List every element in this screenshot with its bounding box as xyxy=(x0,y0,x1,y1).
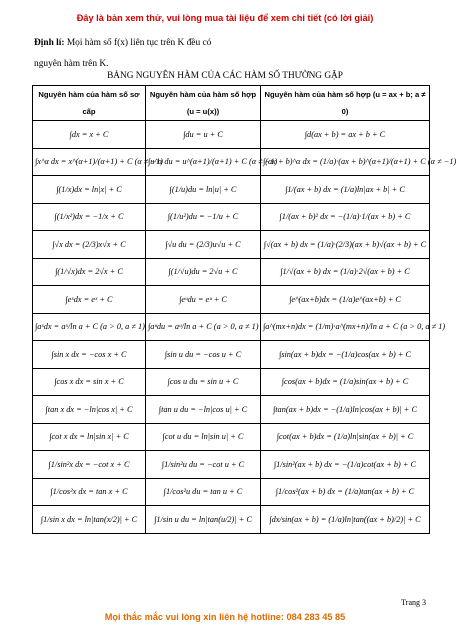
hotline-banner: Mọi thắc mắc vui lòng xin liên hệ hotline: 084 283 45 85 xyxy=(104,612,346,622)
formula-cell: ∫1/cos²x dx = tan x + C xyxy=(33,478,146,506)
formula-cell: ∫1/sin²u du = −cot u + C xyxy=(146,451,261,479)
formula-cell: ∫x^α dx = x^(α+1)/(α+1) + C (α ≠ −1) xyxy=(33,148,146,176)
formula-cell: ∫eˣdx = eˣ + C xyxy=(33,286,146,314)
formula-cell: ∫√(ax + b) dx = (1/a)·(2/3)(ax + b)√(ax + b) + C xyxy=(261,231,430,259)
formula-cell: ∫(1/u²)du = −1/u + C xyxy=(146,203,261,231)
table-row xyxy=(33,313,430,341)
formula-cell: ∫sin u du = −cos u + C xyxy=(146,341,261,369)
formula-cell: ∫1/(ax + b) dx = (1/a)ln|ax + b| + C xyxy=(261,176,430,204)
theorem-block xyxy=(34,33,429,75)
formula-cell: ∫tan u du = −ln|cos u| + C xyxy=(146,396,261,424)
table-row xyxy=(33,368,430,396)
header-elementary: Nguyên hàm của hàm số sơ cấp xyxy=(33,86,146,121)
formula-cell: ∫(1/x)dx = ln|x| + C xyxy=(33,176,146,204)
formula-cell: ∫tan x dx = −ln|cos x| + C xyxy=(33,396,146,424)
formula-cell: ∫sin(ax + b)dx = −(1/a)cos(ax + b) + C xyxy=(261,341,430,369)
formula-cell: ∫cot x dx = ln|sin x| + C xyxy=(33,423,146,451)
table-row xyxy=(33,478,430,506)
table-row xyxy=(33,506,430,534)
formula-cell: ∫a^(mx+n)dx = (1/m)·a^(mx+n)/ln a + C (a > 0, a ≠ 1) xyxy=(261,313,430,341)
formula-cell: ∫√u du = (2/3)u√u + C xyxy=(146,231,261,259)
formula-cell: ∫sin x dx = −cos x + C xyxy=(33,341,146,369)
formula-cell: ∫(ax + b)^α dx = (1/a)·(ax + b)^(α+1)/(α+1) + C (α ≠ −1) xyxy=(261,148,430,176)
theorem-label: Định lí: xyxy=(34,38,65,48)
formula-cell: ∫u^α du = u^(α+1)/(α+1) + C (α ≠ −1) xyxy=(146,148,261,176)
theorem-text: Mọi hàm số f(x) liên tục trên K đều có xyxy=(66,38,212,48)
table-row xyxy=(33,341,430,369)
table-row xyxy=(33,451,430,479)
formula-cell: ∫1/(ax + b)² dx = −(1/a)·1/(ax + b) + C xyxy=(261,203,430,231)
formula-cell: ∫tan(ax + b)dx = −(1/a)ln|cos(ax + b)| + C xyxy=(261,396,430,424)
formula-cell: ∫1/sin u du = ln|tan(u/2)| + C xyxy=(146,506,261,534)
formula-cell: ∫cos u du = sin u + C xyxy=(146,368,261,396)
header-composite-u: Nguyên hàm của hàm số hợp (u = u(x)) xyxy=(146,86,261,121)
preview-banner: Đây là bản xem thử, vui lòng mua tài liệu để xem chi tiết (có lời giải) xyxy=(76,13,374,23)
formula-cell: ∫e^(ax+b)dx = (1/a)e^(ax+b) + C xyxy=(261,286,430,314)
table-row xyxy=(33,121,430,149)
table-row xyxy=(33,258,430,286)
formula-cell: ∫aᵘdu = aᵘ/ln a + C (a > 0, a ≠ 1) xyxy=(146,313,261,341)
formula-cell: ∫dx = x + C xyxy=(33,121,146,149)
table-row xyxy=(33,423,430,451)
header-composite-linear: Nguyên hàm của hàm số hợp (u = ax + b; a ≠ 0) xyxy=(261,86,430,121)
formula-cell: ∫(1/u)du = ln|u| + C xyxy=(146,176,261,204)
theorem-line-2: nguyên hàm trên K. xyxy=(34,59,109,69)
formula-cell: ∫cot u du = ln|sin u| + C xyxy=(146,423,261,451)
formula-cell: ∫d(ax + b) = ax + b + C xyxy=(261,121,430,149)
table-row xyxy=(33,176,430,204)
table-title: BẢNG NGUYÊN HÀM CỦA CÁC HÀM SỐ THƯỜNG GẶP xyxy=(107,71,343,81)
formula-cell: ∫(1/√u)du = 2√u + C xyxy=(146,258,261,286)
table-header-row xyxy=(33,86,430,121)
table-body xyxy=(33,121,456,534)
table-row xyxy=(33,396,430,424)
table-row xyxy=(33,148,430,176)
theorem-line-1 xyxy=(34,33,429,54)
formula-cell: ∫(1/√x)dx = 2√x + C xyxy=(33,258,146,286)
formula-cell: ∫(1/x²)dx = −1/x + C xyxy=(33,203,146,231)
formula-cell: ∫dx/sin(ax + b) = (1/a)ln|tan((ax + b)/2)| + C xyxy=(261,506,430,534)
table-row xyxy=(33,203,430,231)
formula-cell: ∫1/sin x dx = ln|tan(x/2)| + C xyxy=(33,506,146,534)
formula-cell: ∫1/cos²u du = tan u + C xyxy=(146,478,261,506)
page-number: Trang 3 xyxy=(401,598,426,607)
formula-cell: ∫cos x dx = sin x + C xyxy=(33,368,146,396)
antiderivative-table xyxy=(32,85,456,534)
formula-cell: ∫eᵘdu = eᵘ + C xyxy=(146,286,261,314)
formula-cell: ∫1/cos²(ax + b) dx = (1/a)tan(ax + b) + C xyxy=(261,478,430,506)
formula-cell: ∫√x dx = (2/3)x√x + C xyxy=(33,231,146,259)
formula-cell: ∫cot(ax + b)dx = (1/a)ln|sin(ax + b)| + C xyxy=(261,423,430,451)
table-row xyxy=(33,286,430,314)
formula-cell: ∫du = u + C xyxy=(146,121,261,149)
formula-cell: ∫1/sin²x dx = −cot x + C xyxy=(33,451,146,479)
formula-cell: ∫aˣdx = aˣ/ln a + C (a > 0, a ≠ 1) xyxy=(33,313,146,341)
table-row xyxy=(33,231,430,259)
formula-cell: ∫1/sin²(ax + b) dx = −(1/a)cot(ax + b) + C xyxy=(261,451,430,479)
formula-cell: ∫1/√(ax + b) dx = (1/a)·2√(ax + b) + C xyxy=(261,258,430,286)
formula-cell: ∫cos(ax + b)dx = (1/a)sin(ax + b) + C xyxy=(261,368,430,396)
